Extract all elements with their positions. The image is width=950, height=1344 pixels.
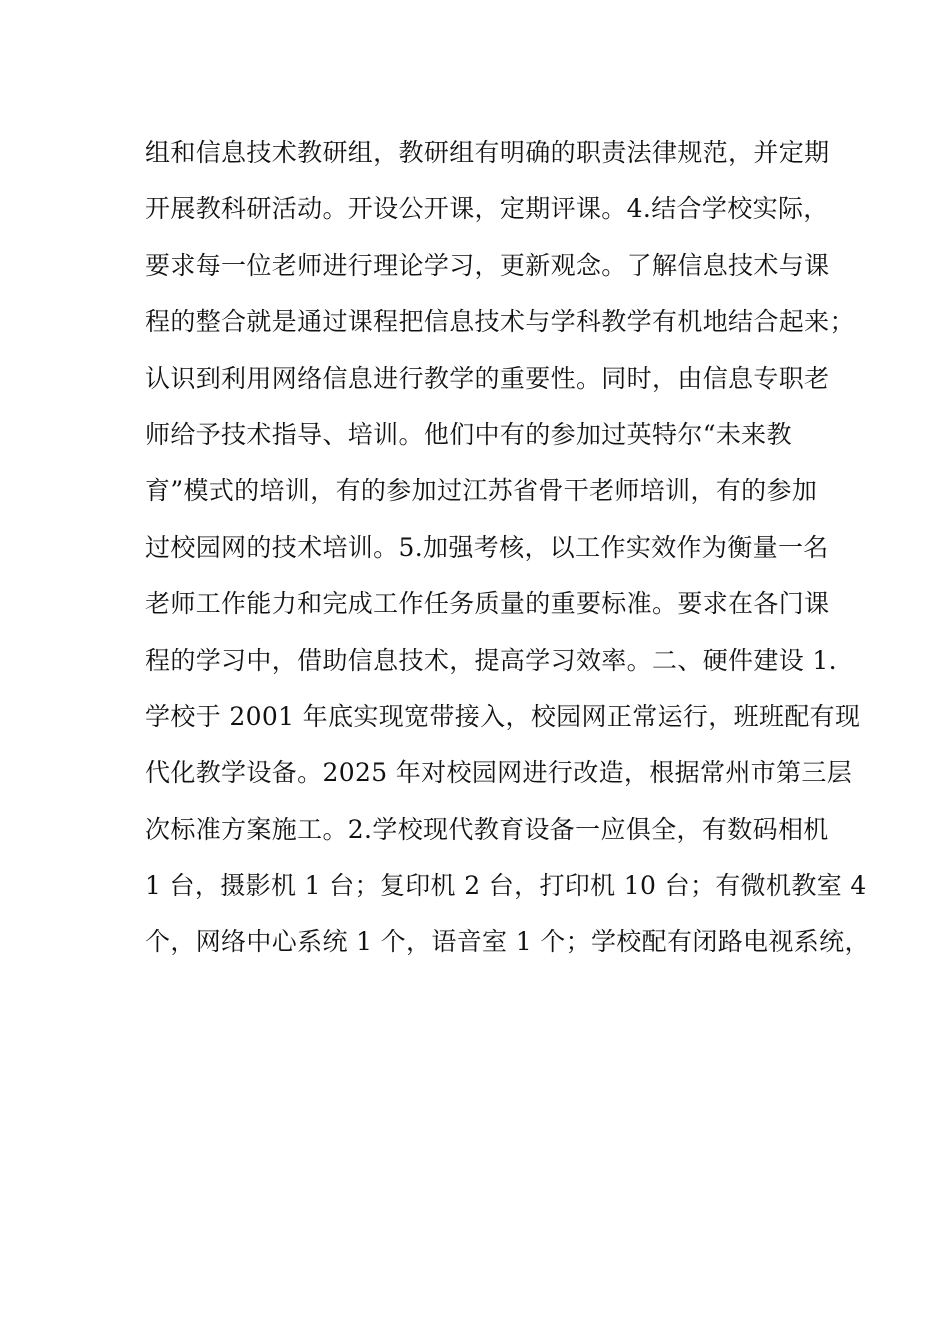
text-line: 1 台，摄影机 1 台；复印机 2 台，打印机 10 台；有微机教室 4: [145, 871, 867, 901]
text-line: 个，网络中心系统 1 个，语音室 1 个；学校配有闭路电视系统，: [145, 927, 870, 957]
text-line: 学校于 2001 年底实现宽带接入，校园网正常运行，班班配有现: [145, 701, 861, 731]
text-line: 老师工作能力和完成工作任务质量的重要标准。要求在各门课: [145, 589, 830, 619]
body-text: [145, 129, 870, 975]
text-line: 育”模式的培训，有的参加过江苏省骨干老师培训，有的参加: [145, 476, 818, 506]
text-line: 程的整合就是通过课程把信息技术与学科教学有机地结合起来；: [145, 307, 855, 337]
text-line: 要求每一位老师进行理论学习，更新观念。了解信息技术与课: [145, 250, 830, 280]
text-line: 程的学习中，借助信息技术，提高学习效率。二、硬件建设 1.: [145, 645, 837, 675]
text-line: 组和信息技术教研组，教研组有明确的职责法律规范，并定期: [145, 138, 830, 167]
text-line: 过校园网的技术培训。5.加强考核，以工作实效作为衡量一名: [145, 532, 829, 562]
text-line: 开展教科研活动。开设公开课，定期评课。4.结合学校实际，: [145, 194, 829, 224]
text-line: 认识到利用网络信息进行教学的重要性。同时，由信息专职老: [145, 363, 830, 393]
text-line: 次标准方案施工。2.学校现代教育设备一应俱全，有数码相机: [145, 814, 829, 844]
text-line: 师给予技术指导、培训。他们中有的参加过英特尔“未来教: [145, 419, 792, 449]
text-line: 代化教学设备。2025 年对校园网进行改造，根据常州市第三层: [145, 758, 853, 788]
